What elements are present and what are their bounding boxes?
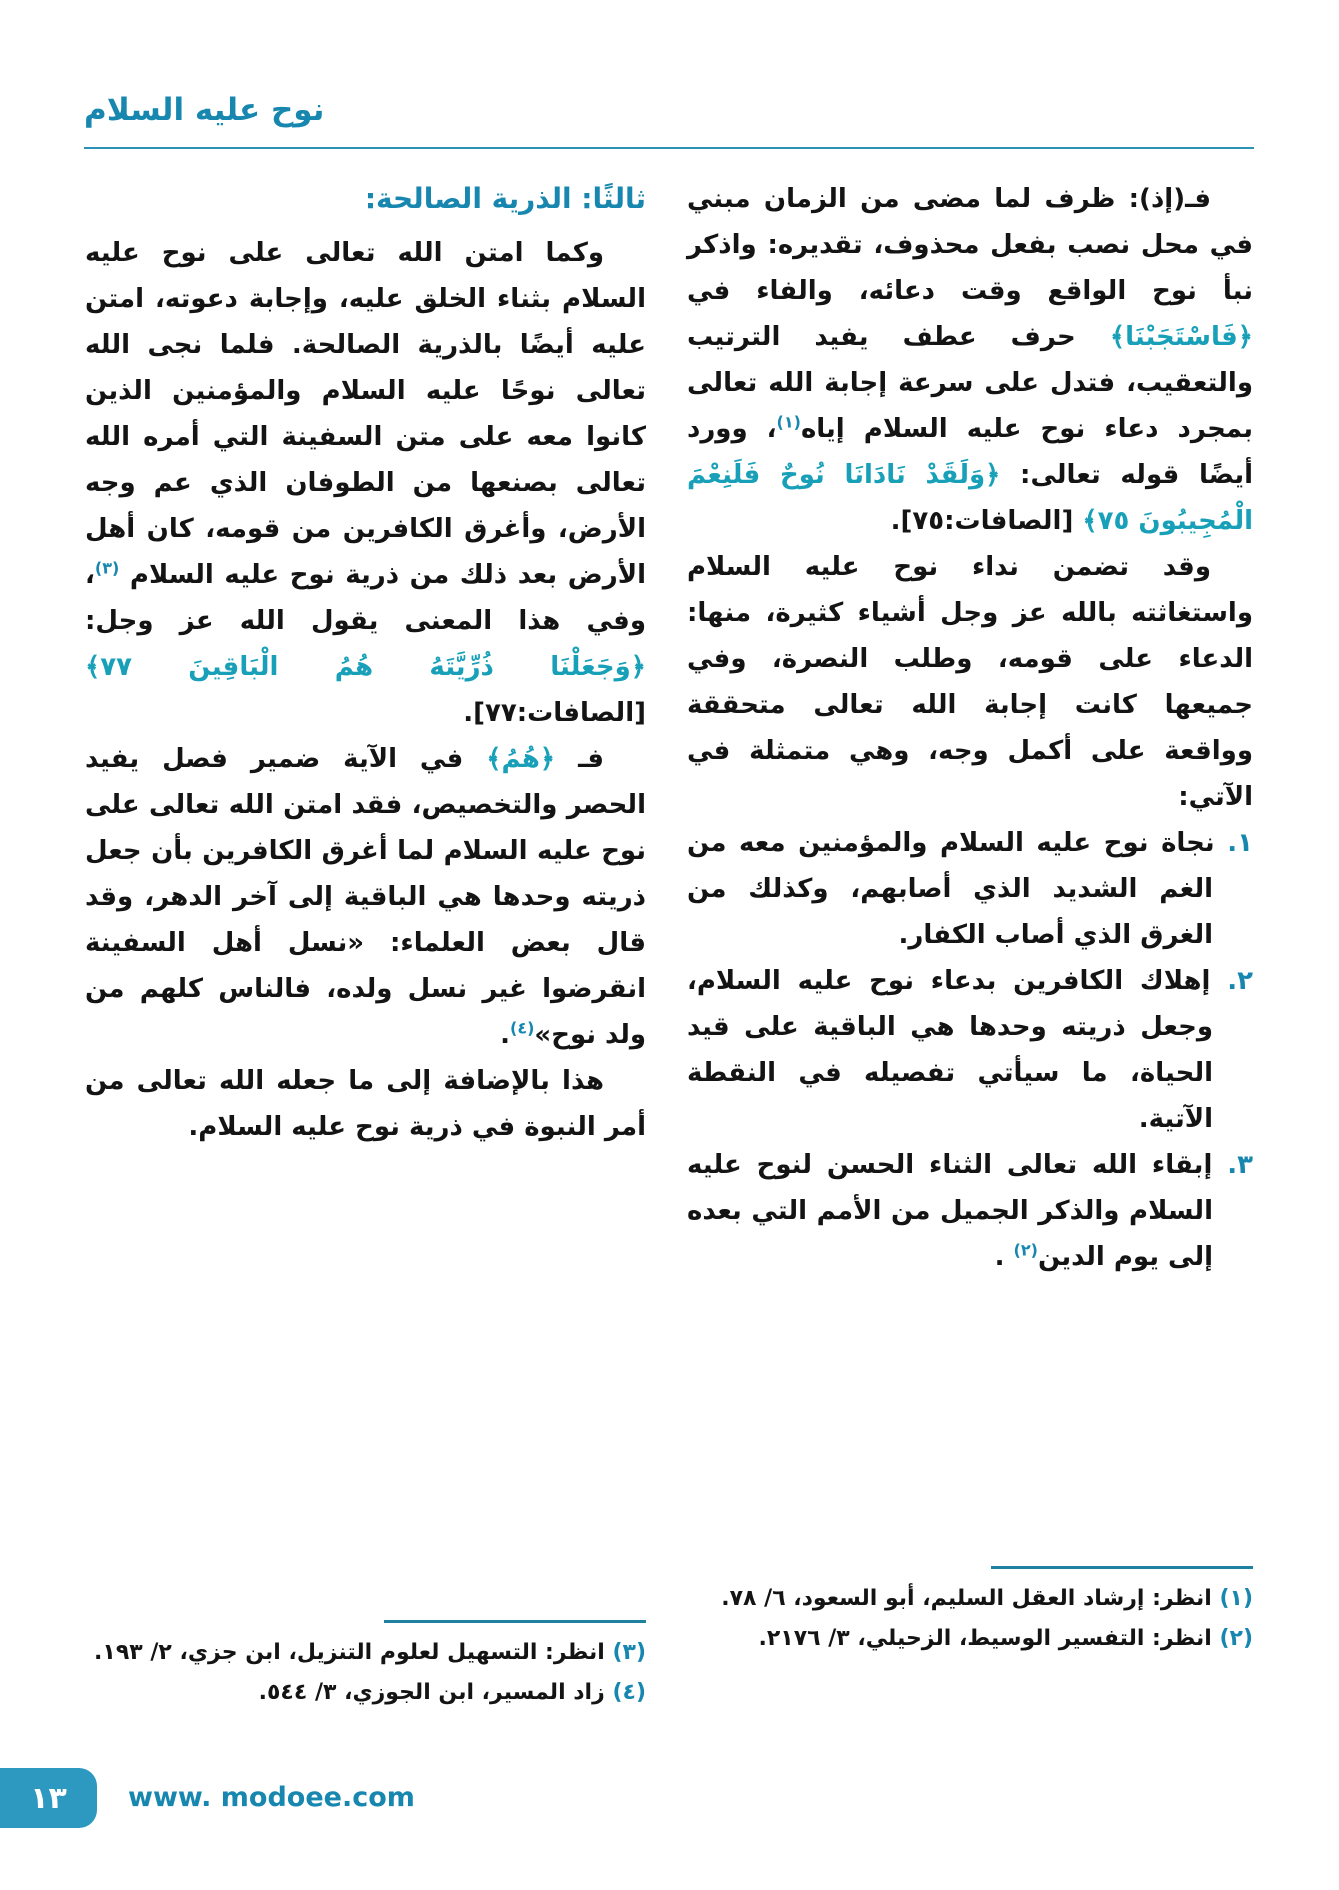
quran-verse: ﴿وَجَعَلْنَا ذُرِّيَّتَهُ هُمُ الْبَاقِينَ ٧٧﴾ (85, 652, 646, 682)
paragraph: هذا بالإضافة إلى ما جعله الله تعالى من أمر النبوة في ذرية نوح عليه السلام. (85, 1066, 646, 1142)
column-right (687, 176, 1253, 1280)
citation: [الصافات:٧٥]. (890, 506, 1083, 536)
footnote-text: زاد المسير، ابن الجوزي، ٣/ ٥٤٤. (258, 1680, 613, 1705)
body-text: ، وفي هذا المعنى يقول الله عز وجل: (85, 560, 646, 636)
page-number: ١٣ (30, 1780, 67, 1816)
numbered-list-item (687, 820, 1253, 958)
section-heading: ثالثًا: الذرية الصالحة: (364, 182, 646, 215)
paragraph: وقد تضمن نداء نوح عليه السلام واستغاثته بالله عز وجل أشياء كثيرة، منها: الدعاء على قومه، وطلب النصرة، وفي جميعها كانت إجابة الله تعالى متحققة وواقعة على أكمل وجه، وهي متمثلة في الآتي: (687, 552, 1253, 812)
paragraph (85, 230, 646, 736)
body-text: فـ(إذ): ظرف لما مضى من الزمان مبني في محل نصب بفعل محذوف، تقديره: واذكر نبأ نوح الواقع وقت دعائه، والفاء في (687, 184, 1253, 306)
quran-verse: ﴿هُمُ﴾ (486, 744, 556, 774)
footnote-number: (٤) (612, 1680, 646, 1705)
quran-verse: ﴿وَلَقَدْ نَادَانَا نُوحٌ فَلَنِعْمَ الْمُجِيبُونَ ٧٥﴾ (687, 460, 1253, 536)
footnote-ref: (٣) (94, 558, 120, 578)
citation: [الصافات:٧٧]. (463, 698, 646, 728)
list-number: ١. (1227, 828, 1253, 858)
footnote-number: (١) (1219, 1586, 1253, 1611)
list-number: ٣. (1227, 1150, 1253, 1180)
footnote-divider (384, 1620, 646, 1623)
list-text: إبقاء الله تعالى الثناء الحسن لنوح عليه السلام والذكر الجميل من الأمم التي بعده إلى يوم الدين (687, 1150, 1228, 1272)
body-text: فـ (555, 744, 604, 774)
paragraph (687, 176, 1253, 544)
footnote-text: انظر: التسهيل لعلوم التنزيل، ابن جزي، ٢/ ١٩٣. (94, 1640, 613, 1665)
body-text: حرف عطف يفيد الترتيب والتعقيب، فتدل على سرعة إجابة الله تعالى بمجرد دعاء نوح عليه السلام إياه (687, 322, 1253, 444)
footnote-divider (991, 1566, 1253, 1569)
numbered-list-item (687, 958, 1253, 1142)
footnote-item (687, 1619, 1253, 1659)
footnote-item (85, 1633, 646, 1673)
body-text: ، وورد أيضًا قوله تعالى: (687, 414, 1254, 490)
footnote-ref: (١) (776, 412, 801, 432)
numbered-list-item (687, 1142, 1253, 1280)
footnote-number: (٢) (1219, 1626, 1253, 1651)
list-text: نجاة نوح عليه السلام والمؤمنين معه من الغم الشديد الذي أصابهم، وكذلك من الغرق الذي أصاب الكفار. (687, 828, 1228, 950)
header-divider (84, 147, 1254, 149)
page-number-tab (0, 1768, 97, 1828)
footnotes-left (85, 1620, 646, 1713)
footnotes-right (687, 1566, 1253, 1659)
list-number: ٢. (1227, 966, 1253, 996)
column-left (85, 176, 646, 1150)
body-text: في الآية ضمير فصل يفيد الحصر والتخصيص، فقد امتن الله تعالى على نوح عليه السلام لما أغرق الكافرين بأن جعل ذريته وحدها هي الباقية إلى آخر الدهر، وقد قال بعض العلماء: «نسل أهل السفينة انقرضوا غير نسل ولده، فالناس كلهم من ولد نوح» (85, 744, 646, 1050)
footnote-ref: (٤) (510, 1018, 535, 1038)
body-text: . (500, 1020, 511, 1050)
footnote-ref: (٢) (1013, 1240, 1038, 1260)
footnote-item (85, 1673, 646, 1713)
body-text: وكما امتن الله تعالى على نوح عليه السلام بثناء الخلق عليه، وإجابة دعوته، امتن عليه أيضًا بالذرية الصالحة. فلما نجى الله تعالى نوحًا عليه السلام والمؤمنين الذين كانوا معه على متن السفينة التي أمره الله تعالى بصنعها من الطوفان الذي عم وجه الأرض، وأغرق الكافرين من قومه، كان أهل الأرض بعد ذلك من ذرية نوح عليه السلام (85, 238, 646, 590)
footnote-item (687, 1579, 1253, 1619)
website-link[interactable]: www. modoee.com (128, 1782, 415, 1813)
running-header-title: نوح عليه السلام (84, 92, 325, 128)
footnote-number: (٣) (612, 1640, 646, 1665)
list-text: إهلاك الكافرين بدعاء نوح عليه السلام، وجعل ذريته وحدها هي الباقية على قيد الحياة، ما سيأتي تفصيله في النقطة الآتية. (687, 966, 1228, 1134)
quran-verse: ﴿فَاسْتَجَبْنَا﴾ (1109, 322, 1253, 352)
footnote-text: انظر: التفسير الوسيط، الزحيلي، ٣/ ٢١٧٦. (758, 1626, 1220, 1651)
list-text: . (994, 1242, 1014, 1272)
footnote-text: انظر: إرشاد العقل السليم، أبو السعود، ٦/ ٧٨. (721, 1586, 1220, 1611)
paragraph (85, 736, 646, 1058)
